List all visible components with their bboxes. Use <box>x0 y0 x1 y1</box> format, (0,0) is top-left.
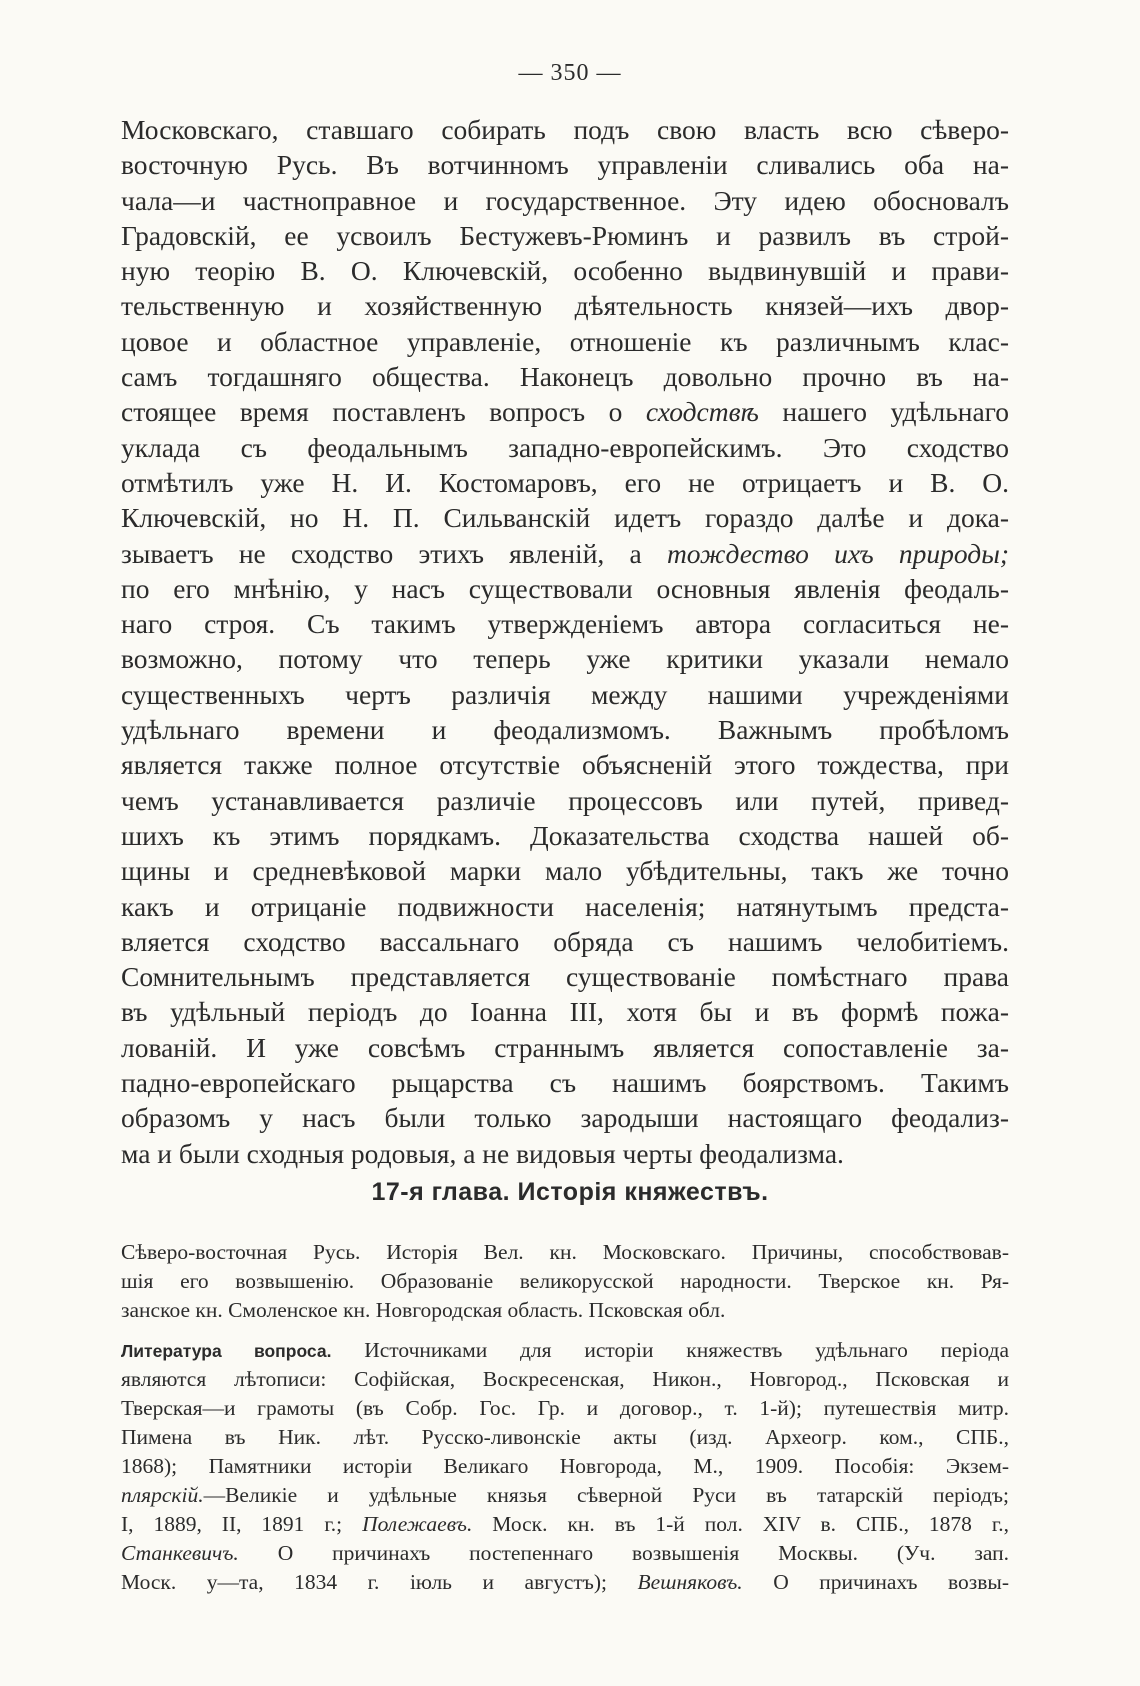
chapter-summary <box>121 1238 1009 1325</box>
author-name: Вешняковъ. <box>637 1570 743 1594</box>
italic-term: сходствѣ <box>645 396 759 428</box>
literature-line <box>121 1568 1009 1597</box>
text-run: зываетъ не сходство этихъ явленій, а <box>121 537 667 569</box>
summary-line: шія его возвышенію. Образованіе великорусской народности. Тверское кн. Ря- <box>121 1269 1009 1293</box>
text-line: самъ тогдашняго общества. Наконецъ довольно прочно въ на- <box>121 361 1009 393</box>
text-line: лованій. И уже совсѣмъ страннымъ является сопоставленіе за- <box>121 1031 1009 1063</box>
literature-line <box>121 1510 1009 1539</box>
text-line: чала—и частноправное и государственное. Эту идею обосновалъ <box>121 184 1009 216</box>
text-line: по его мнѣнію, у насъ существовали основныя явленія феодаль- <box>121 572 1009 604</box>
text-line: возможно, потому что теперь уже критики указали немало <box>121 643 1009 675</box>
text-line: чемъ устанавливается различіе процессовъ или путей, привед- <box>121 784 1009 816</box>
text-run: О причинахъ постепеннаго возвышенія Москвы. (Уч. зап. <box>238 1541 1009 1565</box>
text-line: образомъ у насъ были только зародыши настоящаго феодализ- <box>121 1102 1009 1134</box>
literature-label: Литература вопроса. <box>121 1341 332 1361</box>
literature-line <box>121 1539 1009 1568</box>
text-run: Моск. кн. въ 1-й пол. XIV в. СПБ., 1878 г., <box>472 1512 1009 1536</box>
literature-line <box>121 1481 1009 1510</box>
page-number: — 350 — <box>518 60 622 86</box>
text-line: уклада съ феодальнымъ западно-европейскимъ. Это сходство <box>121 431 1009 463</box>
italic-term: тождество ихъ природы; <box>666 537 1009 569</box>
text-line: наго строя. Съ такимъ утвержденіемъ автора согласиться не- <box>121 608 1009 640</box>
text-run: I, 1889, II, 1891 г.; <box>121 1512 363 1536</box>
text-line: удѣльнаго времени и феодализмомъ. Важнымъ пробѣломъ <box>121 714 1009 746</box>
text-line: Сомнительнымъ представляется существованіе помѣстнаго права <box>121 961 1009 993</box>
literature-line: Тверская—и грамоты (въ Собр. Гос. Гр. и договор., т. 1-й); путешествія митр. <box>121 1396 1009 1420</box>
text-line: какъ и отрицаніе подвижности населенія; натянутымъ предста- <box>121 890 1009 922</box>
text-line: вляется сходство вассальнаго обряда съ нашимъ челобитіемъ. <box>121 925 1009 957</box>
text-run: Источниками для исторіи княжествъ удѣльнаго періода <box>331 1338 1009 1362</box>
text-line: Ключевскій, но Н. П. Сильванскій идетъ гораздо далѣе и дока- <box>121 502 1009 534</box>
text-run: Моск. у—та, 1834 г. іюль и августъ); <box>121 1570 638 1594</box>
text-line: отмѣтилъ уже Н. И. Костомаровъ, его не отрицаетъ и В. О. <box>121 466 1009 498</box>
literature-line <box>121 1336 1009 1365</box>
text-run: —Великіе и удѣльные князья сѣверной Руси въ татарскій періодъ; <box>203 1483 1009 1507</box>
author-name: плярскій. <box>121 1483 204 1507</box>
literature-line: являются лѣтописи: Софійская, Воскресенская, Никон., Новгород., Псковская и <box>121 1367 1009 1391</box>
summary-line: Сѣверо-восточная Русь. Исторія Вел. кн. Московскаго. Причины, способствовав- <box>121 1240 1009 1264</box>
text-run: нашего удѣльнаго <box>758 396 1010 428</box>
literature-line: 1868); Памятники исторіи Великаго Новгорода, М., 1909. Пособія: Экзем- <box>121 1454 1009 1478</box>
text-run: стоящее время поставленъ вопросъ о <box>121 396 646 428</box>
text-line: щины и средневѣковой марки мало убѣдительны, такъ же точно <box>121 855 1009 887</box>
text-line: является также полное отсутствіе объясненій этого тождества, при <box>121 749 1009 781</box>
text-run: О причинахъ возвы- <box>742 1570 1009 1594</box>
literature-line: Пимена въ Ник. лѣт. Русско-ливонскіе акты (изд. Археогр. ком., СПБ., <box>121 1425 1009 1449</box>
chapter-heading: 17-я глава. Исторія княжествъ. <box>371 1178 769 1206</box>
text-line: падно-европейскаго рыцарства съ нашимъ боярствомъ. Такимъ <box>121 1067 1009 1099</box>
text-line: цовое и областное управленіе, отношеніе къ различнымъ клас- <box>121 325 1009 357</box>
text-line: Градовскій, ее усвоилъ Бестужевъ-Рюминъ и развилъ въ строй- <box>121 219 1009 251</box>
text-line: тельственную и хозяйственную дѣятельность князей—ихъ двор- <box>121 290 1009 322</box>
text-line: Московскаго, ставшаго собирать подъ свою власть всю сѣверо- <box>121 114 1009 145</box>
author-name: Полежаевъ. <box>362 1512 473 1536</box>
text-line: существенныхъ чертъ различія между нашими учрежденіями <box>121 678 1009 710</box>
text-line <box>121 536 1009 571</box>
literature-section <box>121 1336 1009 1597</box>
text-line <box>121 394 1009 429</box>
text-line: ную теорію В. О. Ключевскій, особенно выдвинувшій и прави- <box>121 255 1009 287</box>
main-text <box>121 112 1009 1171</box>
text-line: шихъ къ этимъ порядкамъ. Доказательства сходства нашей об- <box>121 819 1009 851</box>
text-line: въ удѣльный періодъ до Іоанна III, хотя бы и въ формѣ пожа- <box>121 996 1009 1028</box>
text-line: восточную Русь. Въ вотчинномъ управленіи сливались оба на- <box>121 149 1009 181</box>
text-line: ма и были сходныя родовыя, а не видовыя черты феодализма. <box>121 1137 844 1169</box>
summary-line: занское кн. Смоленское кн. Новгородская область. Псковская обл. <box>121 1298 726 1322</box>
author-name: Станкевичъ. <box>121 1541 239 1565</box>
